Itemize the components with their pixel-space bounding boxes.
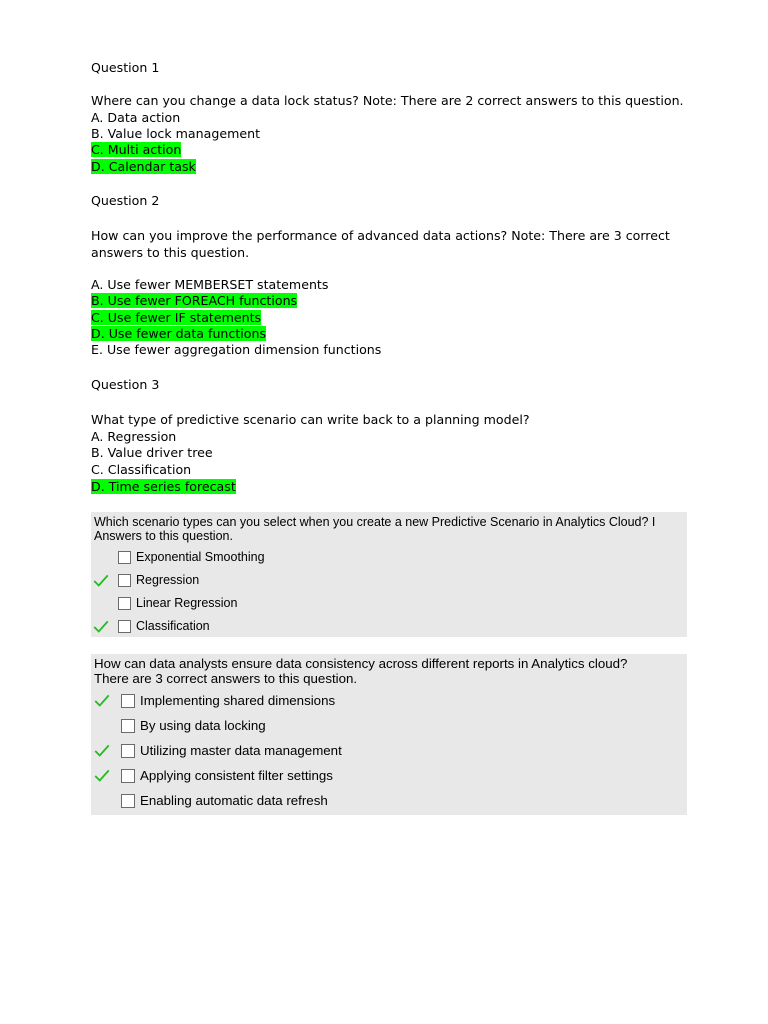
question-1-prompt: Where can you change a data lock status? Note: There are 2 correct answers to this question. xyxy=(91,93,684,108)
checkmark-icon xyxy=(93,742,111,760)
screenshot-2-option xyxy=(91,766,681,786)
question-1-option-a: A. Data action xyxy=(91,110,181,125)
question-1-option-d xyxy=(91,159,196,176)
checkmark-icon xyxy=(92,572,110,590)
question-3-option-b: B. Value driver tree xyxy=(91,445,213,460)
correct-answer-highlight: D. Use fewer data functions xyxy=(91,326,267,341)
checkbox-icon[interactable] xyxy=(121,694,135,708)
checkmark-icon xyxy=(93,767,111,785)
question-1-option-c xyxy=(91,142,181,159)
checkbox-icon[interactable] xyxy=(118,574,131,587)
question-3-option-d xyxy=(91,479,236,496)
screenshot-2-option xyxy=(91,691,681,711)
checkbox-icon[interactable] xyxy=(118,597,131,610)
screenshot-1-option xyxy=(91,617,681,637)
option-label: Regression xyxy=(136,573,200,587)
option-label: Classification xyxy=(136,619,210,633)
question-2-prompt: How can you improve the performance of advanced data actions? Note: There are 3 correct answers to this question. xyxy=(91,228,670,260)
question-3-prompt: What type of predictive scenario can write back to a planning model? xyxy=(91,412,530,427)
option-label: Utilizing master data management xyxy=(140,743,342,758)
option-label: Exponential Smoothing xyxy=(136,550,265,564)
question-2-heading: Question 2 xyxy=(91,193,160,208)
option-label: Linear Regression xyxy=(136,596,238,610)
screenshot-2-option xyxy=(91,791,681,811)
correct-answer-highlight: C. Use fewer IF statements xyxy=(91,310,262,325)
correct-answer-highlight: D. Calendar task xyxy=(91,159,196,174)
question-3-option-a: A. Regression xyxy=(91,429,177,444)
question-2-option-c xyxy=(91,310,261,327)
checkbox-icon[interactable] xyxy=(121,794,135,808)
option-label: Applying consistent filter settings xyxy=(140,768,333,783)
screenshot-2-prompt-line-2: There are 3 correct answers to this question. xyxy=(94,671,358,686)
question-2-option-d xyxy=(91,326,266,343)
screenshot-1-option xyxy=(91,548,681,568)
checkbox-icon[interactable] xyxy=(121,744,135,758)
checkbox-icon[interactable] xyxy=(118,620,131,633)
embedded-question-screenshot-2 xyxy=(91,654,687,815)
correct-answer-highlight: D. Time series forecast xyxy=(91,479,236,494)
checkmark-icon xyxy=(93,692,111,710)
screenshot-1-prompt-line-1: Which scenario types can you select when you create a new Predictive Scenario in Analytics Cloud? I xyxy=(94,515,656,529)
checkmark-icon xyxy=(92,618,110,636)
screenshot-1-option xyxy=(91,594,681,614)
screenshot-2-option xyxy=(91,716,681,736)
question-1-option-b: B. Value lock management xyxy=(91,126,261,141)
question-3-option-c: C. Classification xyxy=(91,462,192,477)
correct-answer-highlight: C. Multi action xyxy=(91,142,182,157)
embedded-question-screenshot-1 xyxy=(91,512,687,637)
option-label: Enabling automatic data refresh xyxy=(140,793,328,808)
checkbox-icon[interactable] xyxy=(118,551,131,564)
option-label: Implementing shared dimensions xyxy=(140,693,336,708)
question-2-option-b xyxy=(91,293,297,310)
correct-answer-highlight: B. Use fewer FOREACH functions xyxy=(91,293,298,308)
checkbox-icon[interactable] xyxy=(121,719,135,733)
screenshot-1-option xyxy=(91,571,681,591)
screenshot-2-option xyxy=(91,741,681,761)
question-2-option-a: A. Use fewer MEMBERSET statements xyxy=(91,277,329,292)
screenshot-2-prompt-line-1: How can data analysts ensure data consistency across different reports in Analytics cloud? xyxy=(94,656,628,671)
screenshot-1-prompt-line-2: Answers to this question. xyxy=(94,529,233,543)
question-3-heading: Question 3 xyxy=(91,377,160,392)
checkbox-icon[interactable] xyxy=(121,769,135,783)
question-1-heading: Question 1 xyxy=(91,60,160,75)
question-2-option-e: E. Use fewer aggregation dimension functions xyxy=(91,342,382,357)
option-label: By using data locking xyxy=(140,718,266,733)
